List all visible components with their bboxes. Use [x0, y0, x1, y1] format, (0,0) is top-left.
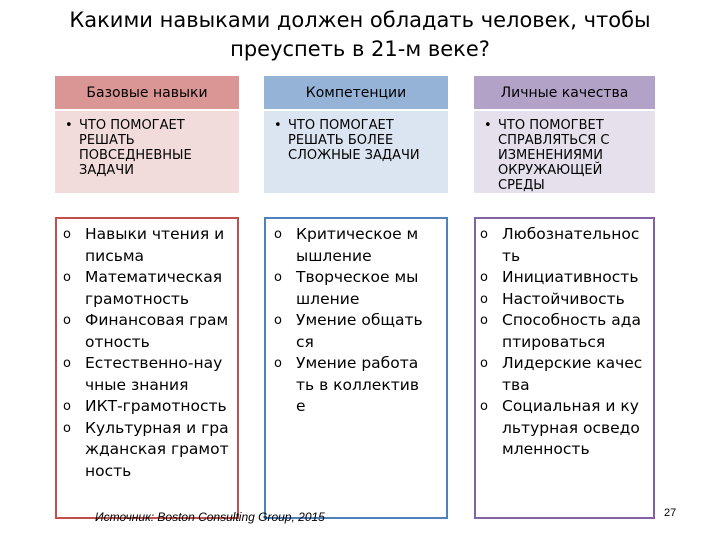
list-item	[274, 267, 424, 310]
list-item-text: Культурная и гражданская грамотность	[85, 418, 229, 480]
circle-bullet-icon: o	[274, 227, 282, 242]
slide-title-line-1: Какими навыками должен обладать человек, чтобы	[69, 8, 651, 32]
circle-bullet-icon: o	[274, 270, 282, 285]
column-description-text: ЧТО ПОМОГВЕТ СПРАВЛЯТЬСЯ С ИЗМЕНЕНИЯМИ ОКРУЖАЮЩЕЙ СРЕДЫ	[498, 118, 610, 193]
column-description-text: ЧТО ПОМОГАЕТ РЕШАТЬ ПОВСЕДНЕВНЫЕ ЗАДАЧИ	[79, 118, 192, 178]
column-description-personal-qualities	[474, 111, 655, 193]
list-item	[480, 396, 648, 461]
circle-bullet-icon: o	[63, 227, 71, 242]
list-item-text: Лидерские качества	[502, 354, 643, 394]
list-item-text: Финансовая грамотность	[85, 311, 229, 351]
list-item-text: Критическое мышление	[296, 225, 419, 265]
list-item-text: Способность адаптироваться	[502, 311, 641, 351]
column-header-basic-skills	[55, 76, 239, 109]
circle-bullet-icon: o	[63, 313, 71, 328]
circle-bullet-icon: o	[480, 313, 488, 328]
column-header-personal-qualities	[474, 76, 655, 109]
circle-bullet-icon: o	[480, 291, 488, 307]
circle-bullet-icon: o	[480, 227, 488, 242]
list-item	[274, 353, 424, 418]
list-item-text: Творческое мышление	[296, 268, 419, 308]
list-item	[480, 353, 648, 396]
column-description-basic-skills	[55, 111, 239, 193]
list-item-text: Любознательность	[502, 225, 640, 265]
column-header-competencies	[264, 76, 448, 109]
list-item	[274, 310, 424, 353]
column-header-label: Личные качества	[500, 84, 629, 101]
bullet-icon: •	[65, 118, 73, 133]
list-item-text: Инициативность	[502, 268, 639, 286]
bullet-icon: •	[484, 118, 492, 133]
column-header-label: Базовые навыки	[86, 84, 208, 101]
circle-bullet-icon: o	[274, 313, 282, 328]
list-item	[63, 224, 231, 267]
list-item	[480, 267, 648, 289]
list-item	[480, 289, 648, 311]
bullet-icon: •	[274, 118, 282, 133]
list-item-text: Социальная и культурная осведомленность	[502, 397, 640, 458]
circle-bullet-icon: o	[63, 399, 71, 414]
list-item-text: Настойчивость	[502, 289, 625, 308]
list-item-text: Математическая грамотность	[85, 268, 223, 308]
list-item	[274, 224, 424, 267]
list-item-text: Умение общаться	[296, 311, 423, 351]
source-caption: Источник: Boston Consulting Group, 2015	[95, 510, 325, 524]
circle-bullet-icon: o	[480, 399, 488, 414]
circle-bullet-icon: o	[480, 270, 488, 285]
list-item	[480, 224, 648, 267]
list-item	[63, 267, 231, 310]
column-description-competencies	[264, 111, 448, 193]
page-number: 27	[664, 507, 677, 519]
list-item	[63, 418, 231, 483]
list-item	[480, 310, 648, 353]
list-item	[63, 396, 231, 418]
circle-bullet-icon: o	[63, 270, 71, 285]
column-list-competencies	[274, 224, 424, 418]
slide-title	[20, 6, 700, 64]
column-list-personal-qualities	[480, 224, 648, 461]
column-header-label: Компетенции	[305, 84, 407, 101]
circle-bullet-icon: o	[63, 420, 71, 436]
column-list-basic-skills	[63, 224, 231, 482]
circle-bullet-icon: o	[274, 356, 282, 371]
list-item-text: Навыки чтения и письма	[85, 225, 225, 265]
list-item	[63, 353, 231, 396]
list-item	[63, 310, 231, 353]
slide-title-line-2: преуспеть в 21-м веке?	[230, 37, 490, 61]
list-item-text: ИКТ-грамотность	[85, 397, 227, 415]
list-item-text: Естественно-научные знания	[85, 354, 223, 394]
list-item-text: Умение работать в коллективе	[296, 354, 419, 415]
circle-bullet-icon: o	[480, 356, 488, 371]
column-description-text: ЧТО ПОМОГАЕТ РЕШАТЬ БОЛЕЕ СЛОЖНЫЕ ЗАДАЧИ	[288, 118, 420, 163]
circle-bullet-icon: o	[63, 356, 71, 371]
